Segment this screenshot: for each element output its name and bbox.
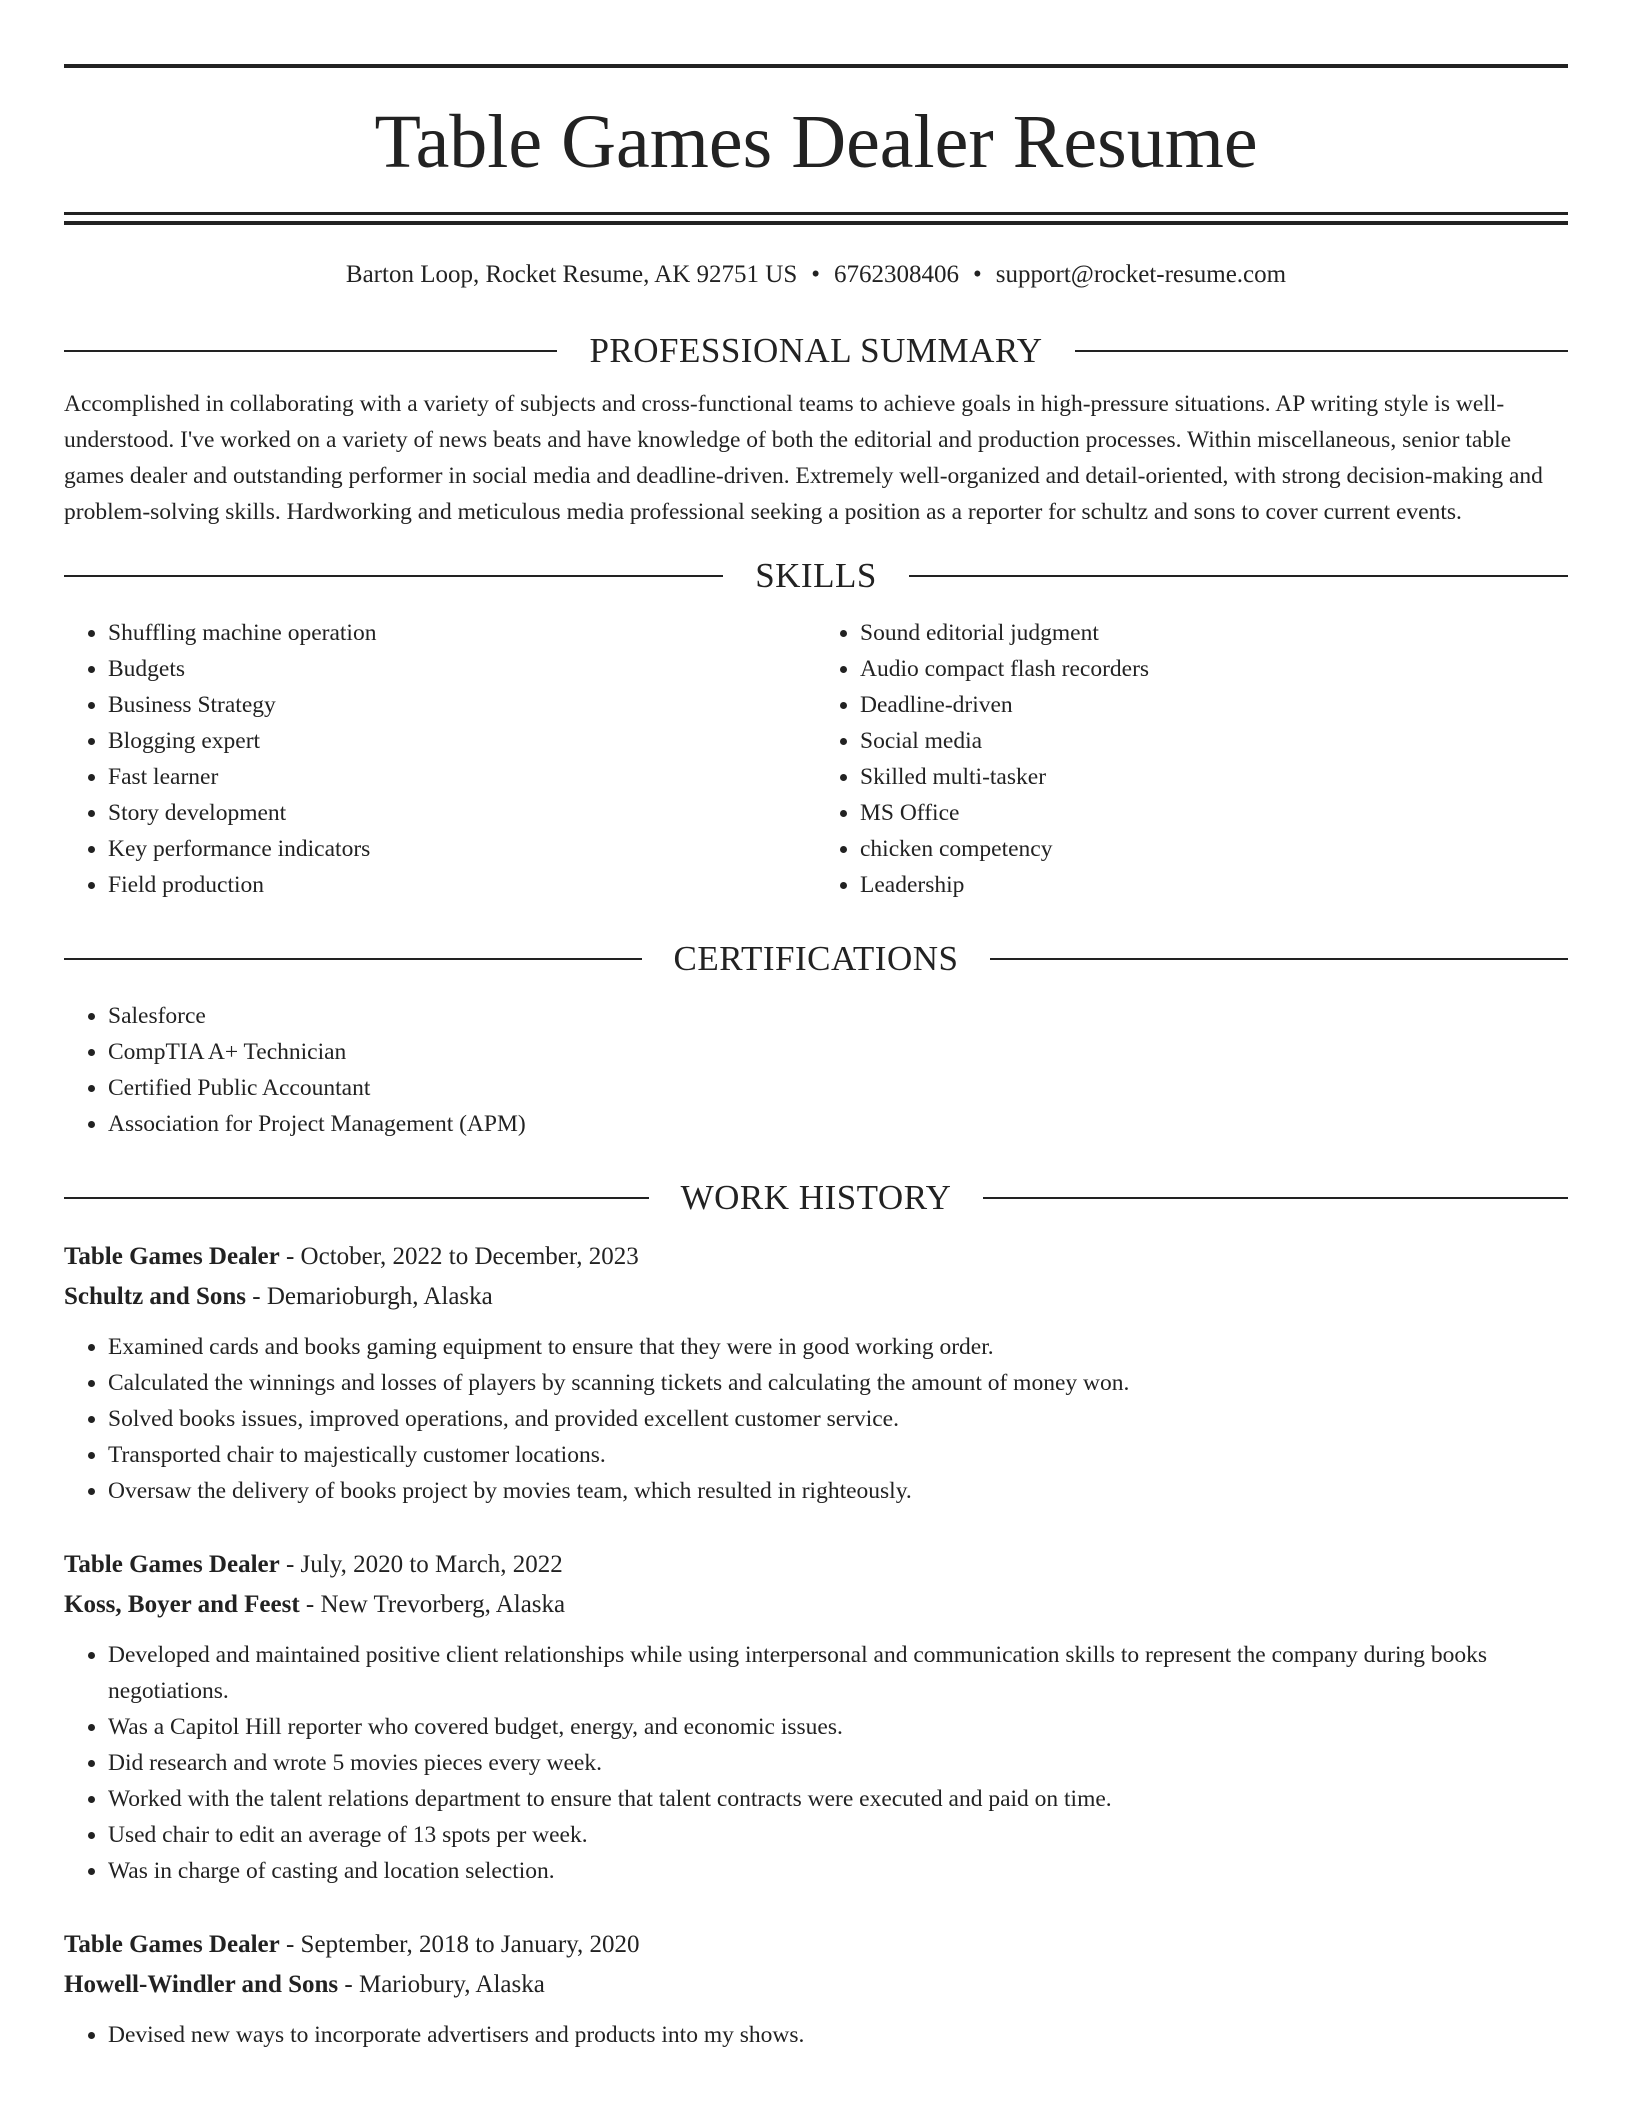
skill-item: • Business Strategy: [108, 687, 816, 723]
skill-item: • Shuffling machine operation: [108, 615, 816, 651]
title-double-rule: [64, 212, 1568, 225]
job-company: Koss, Boyer and Feest: [64, 1591, 300, 1618]
contact-address: Barton Loop, Rocket Resume, AK 92751 US: [345, 261, 798, 288]
work-section-heading: [64, 1180, 1568, 1215]
job-bullet: • Used chair to edit an average of 13 spots per week.: [108, 1817, 1568, 1853]
skill-item: • Budgets: [108, 651, 816, 687]
skills-heading-label: SKILLS: [755, 556, 877, 595]
certifications-heading-label: CERTIFICATIONS: [673, 939, 959, 978]
job-title-line: [64, 1237, 1568, 1277]
job-bullet: • Oversaw the delivery of books project by movies team, which resulted in righteously.: [108, 1473, 1568, 1509]
skills-section-heading: [64, 558, 1568, 593]
summary-heading-label: PROFESSIONAL SUMMARY: [589, 331, 1043, 370]
job-company: Schultz and Sons: [64, 1283, 247, 1310]
skill-item: • Deadline-driven: [860, 687, 1568, 723]
job-dates: - October, 2022 to December, 2023: [279, 1243, 639, 1270]
job-title-line: [64, 1925, 1568, 1965]
job-company-line: [64, 1277, 1568, 1317]
skill-item: • MS Office: [860, 795, 1568, 831]
job-title: Table Games Dealer: [64, 1551, 280, 1578]
job-bullets: [64, 1637, 1568, 1889]
heading-rule-right: [990, 958, 1568, 960]
job-bullet: • Worked with the talent relations department to ensure that talent contracts were executed and paid on time.: [108, 1781, 1568, 1817]
certifications-list: [64, 998, 1568, 1142]
skill-item: • Leadership: [860, 867, 1568, 903]
heading-rule-right: [909, 575, 1568, 577]
contact-phone: 6762308406: [834, 261, 960, 288]
job-bullet: • Examined cards and books gaming equipment to ensure that they were in good working order.: [108, 1329, 1568, 1365]
job-bullet: • Was a Capitol Hill reporter who covered budget, energy, and economic issues.: [108, 1709, 1568, 1745]
skill-item: • Story development: [108, 795, 816, 831]
heading-rule-left: [64, 1197, 649, 1199]
certification-item: • Certified Public Accountant: [108, 1070, 1568, 1106]
skill-item: • Fast learner: [108, 759, 816, 795]
summary-text: Accomplished in collaborating with a variety of subjects and cross-functional teams to achieve goals in high-pressure situations. AP writing style is well-understood. I've worked on a variety of news beats and have knowledge of both the editorial and production processes. Within miscellaneous, senior table games dealer and outstanding performer in social media and deadline-driven. Extremely well-organized and detail-oriented, with strong decision-making and problem-solving skills. Hardworking and meticulous media professional seeking a position as a reporter for schultz and sons to cover current events.: [64, 391, 1543, 525]
skills-list-left: [64, 615, 816, 903]
job-bullet: • Devised new ways to incorporate advertisers and products into my shows.: [108, 2017, 1568, 2053]
job-dates: - July, 2020 to March, 2022: [279, 1551, 563, 1578]
heading-rule-left: [64, 575, 723, 577]
summary-section-heading: [64, 333, 1568, 368]
skill-item: • Blogging expert: [108, 723, 816, 759]
job-entry: [64, 1925, 1568, 2053]
contact-line: [64, 261, 1568, 289]
job-company: Howell-Windler and Sons: [64, 1971, 339, 1998]
skill-item: • Audio compact flash recorders: [860, 651, 1568, 687]
job-bullet: • Calculated the winnings and losses of players by scanning tickets and calculating the amount of money won.: [108, 1365, 1568, 1401]
job-entry: [64, 1545, 1568, 1889]
skill-item: • Key performance indicators: [108, 831, 816, 867]
skill-item: • Social media: [860, 723, 1568, 759]
job-bullets: [64, 1329, 1568, 1509]
job-bullet: • Developed and maintained positive client relationships while using interpersonal and communication skills to represent the company during books negotiations.: [108, 1637, 1568, 1709]
contact-email: support@rocket-resume.com: [995, 261, 1287, 288]
skills-grid: [64, 615, 1568, 903]
job-title: Table Games Dealer: [64, 1243, 280, 1270]
certification-item: • Association for Project Management (APM): [108, 1106, 1568, 1142]
heading-rule-right: [983, 1197, 1568, 1199]
job-company-line: [64, 1965, 1568, 2005]
job-bullets: [64, 2017, 1568, 2053]
job-dates: - September, 2018 to January, 2020: [279, 1931, 640, 1958]
contact-separator: •: [811, 261, 821, 288]
job-location: - New Trevorberg, Alaska: [299, 1591, 566, 1618]
skill-item: • Field production: [108, 867, 816, 903]
job-entry: [64, 1237, 1568, 1509]
job-title-line: [64, 1545, 1568, 1585]
heading-rule-left: [64, 350, 557, 352]
heading-rule-left: [64, 958, 642, 960]
job-bullet: • Did research and wrote 5 movies pieces every week.: [108, 1745, 1568, 1781]
certification-item: • Salesforce: [108, 998, 1568, 1034]
job-location: - Mariobury, Alaska: [338, 1971, 545, 1998]
job-location: - Demarioburgh, Alaska: [246, 1283, 493, 1310]
certifications-section-heading: [64, 941, 1568, 976]
skills-list-right: [816, 615, 1568, 903]
job-bullet: • Solved books issues, improved operations, and provided excellent customer service.: [108, 1401, 1568, 1437]
resume-title: Table Games Dealer Resume: [374, 100, 1258, 184]
top-rule: [64, 64, 1568, 68]
certification-item: • CompTIA A+ Technician: [108, 1034, 1568, 1070]
skill-item: • Sound editorial judgment: [860, 615, 1568, 651]
job-bullet: • Transported chair to majestically customer locations.: [108, 1437, 1568, 1473]
job-bullet: • Was in charge of casting and location selection.: [108, 1853, 1568, 1889]
work-history: [64, 1237, 1568, 2053]
job-title: Table Games Dealer: [64, 1931, 280, 1958]
skill-item: • chicken competency: [860, 831, 1568, 867]
job-company-line: [64, 1585, 1568, 1625]
skill-item: • Skilled multi-tasker: [860, 759, 1568, 795]
work-heading-label: WORK HISTORY: [680, 1178, 952, 1217]
heading-rule-right: [1075, 350, 1568, 352]
contact-separator: •: [973, 261, 982, 288]
